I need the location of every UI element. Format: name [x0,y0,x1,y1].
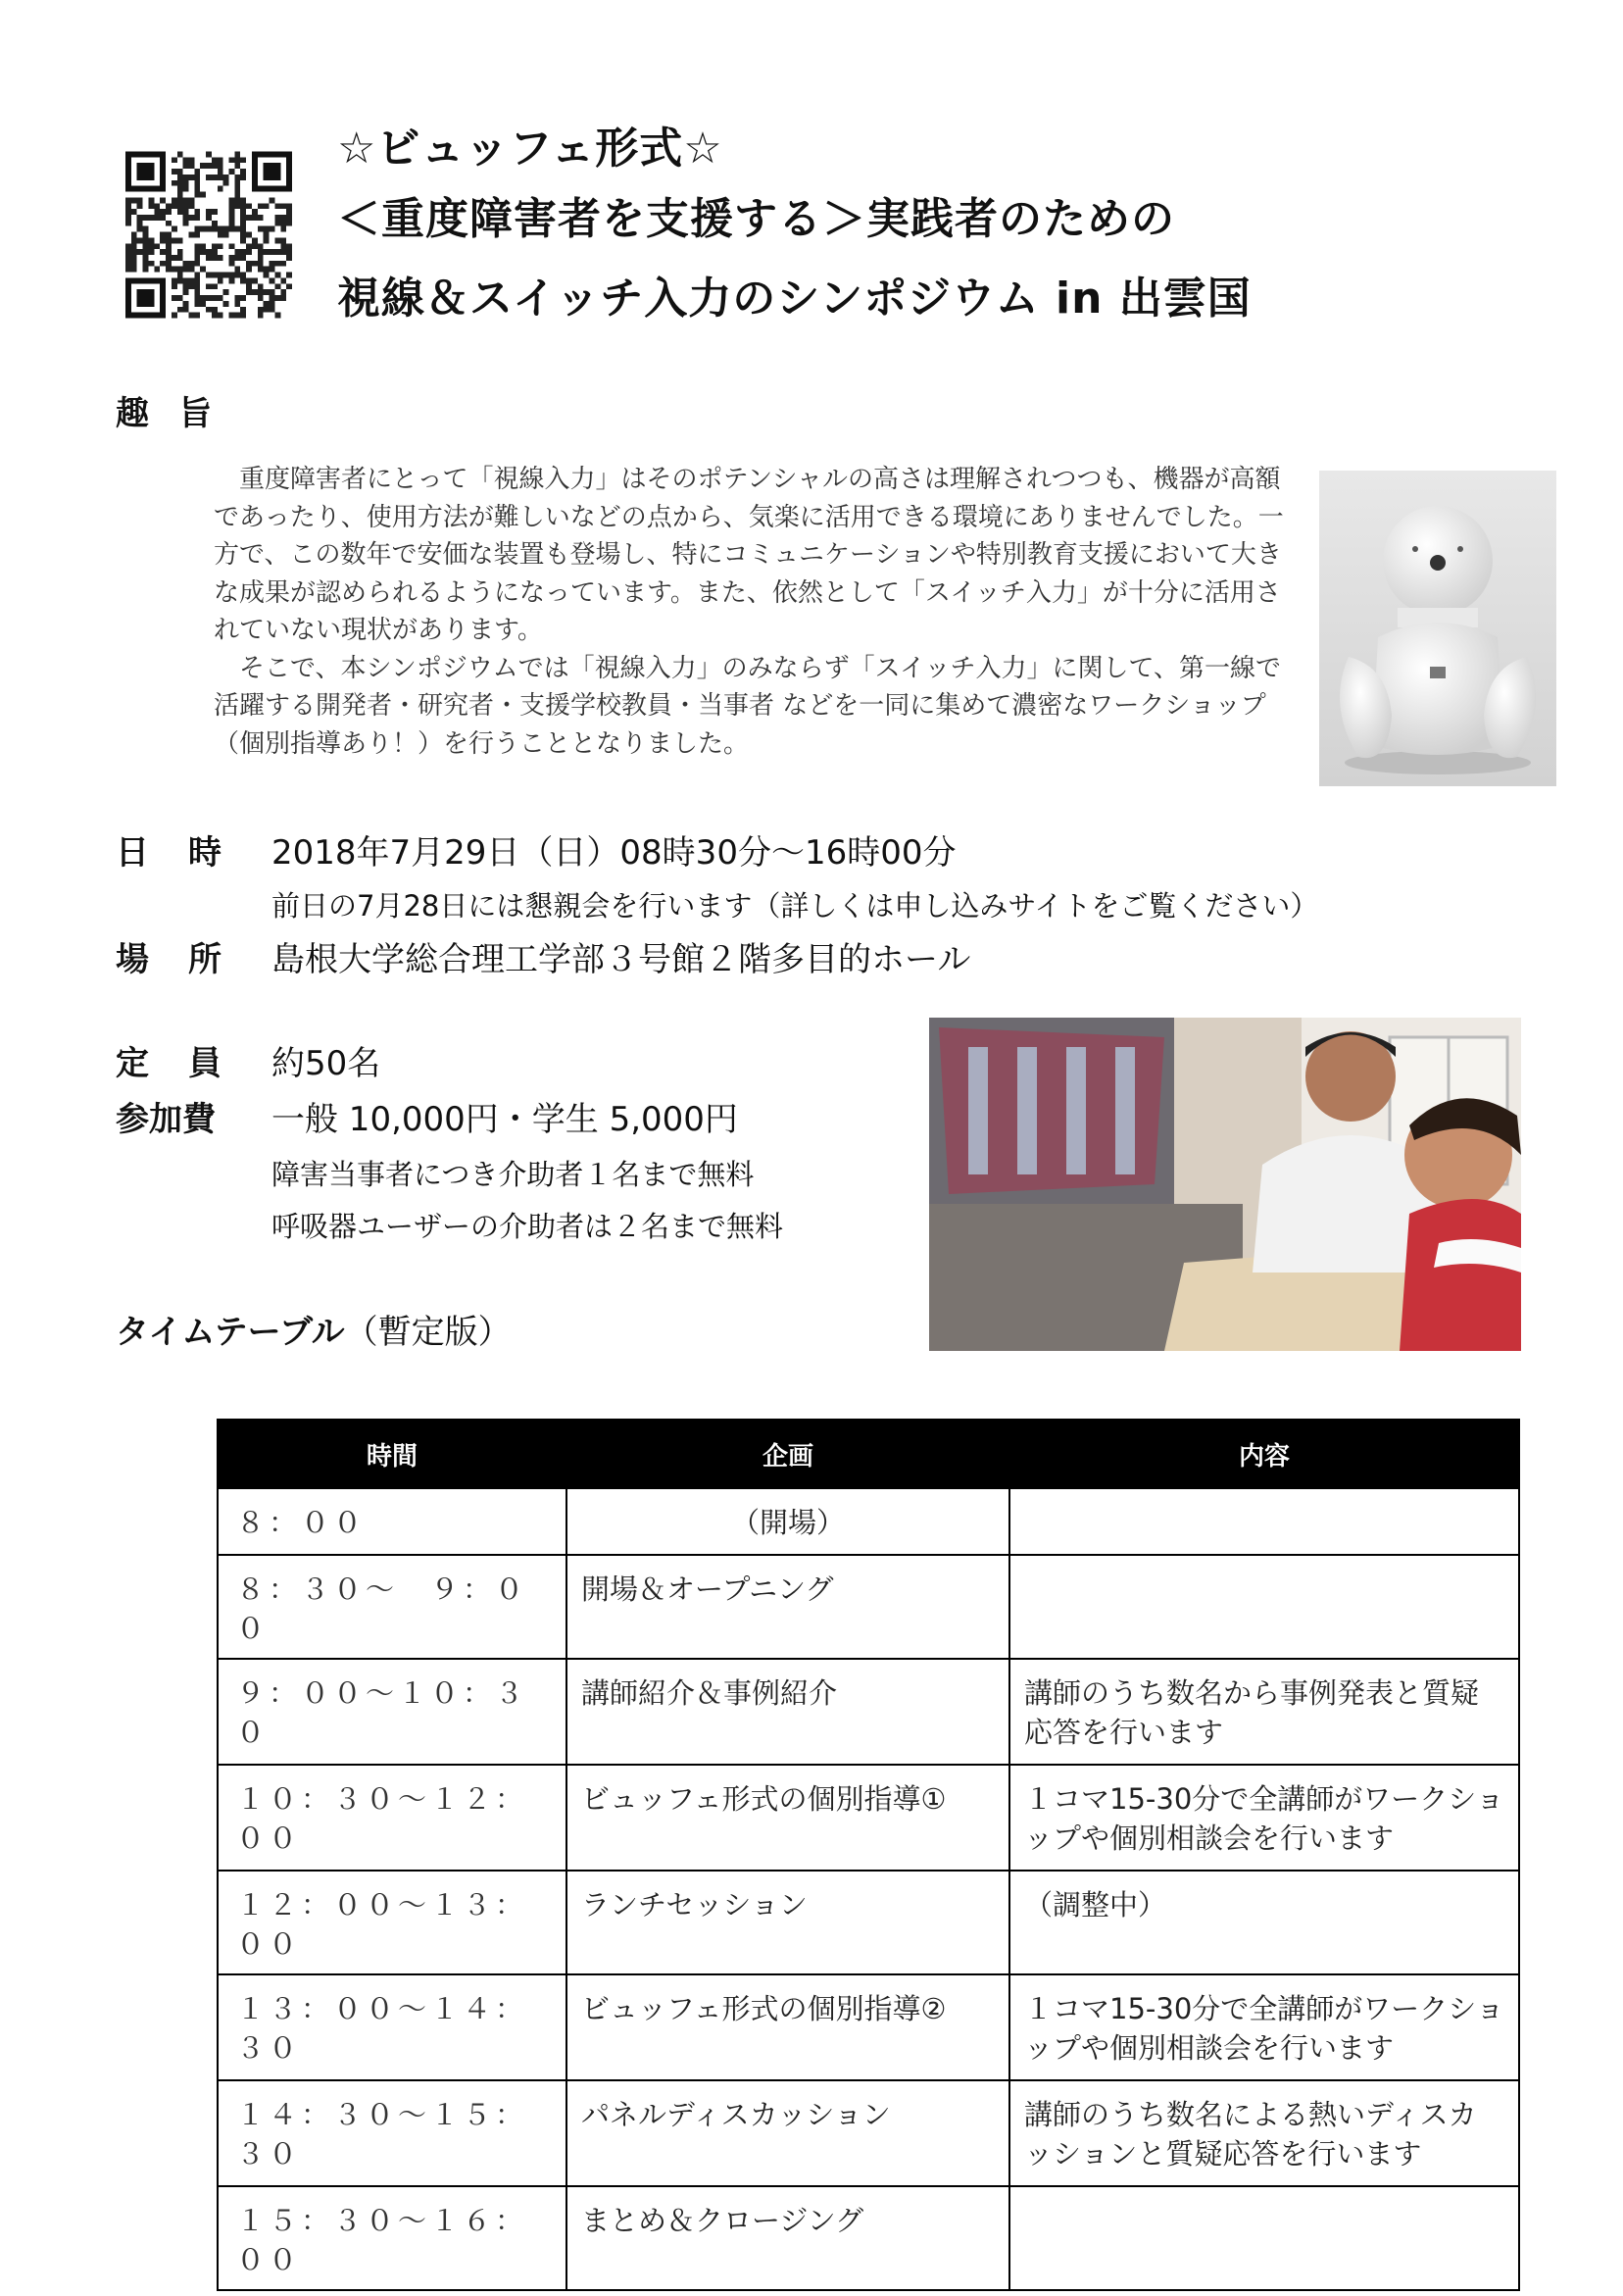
cell-program: 開場＆オープニング [566,1555,1009,1659]
cell-content [1009,1488,1519,1555]
table-row [218,2186,1519,2290]
capacity-label: 定員 [116,1044,261,1083]
cell-program: 講師紹介＆事例紹介 [566,1659,1009,1765]
date-note: 前日の7月28日には懇親会を行います（詳しくは申し込みサイトをご覧ください） [271,889,1319,923]
table-row [218,1765,1519,1871]
table-row [218,1488,1519,1555]
place-label: 場所 [116,940,261,979]
capacity-value: 約50名 [271,1044,381,1083]
cell-program: パネルディスカッション [566,2080,1009,2186]
cell-time: ８：３０～ ９：００ [218,1555,566,1659]
cell-program: （開場） [566,1488,1009,1555]
title-line-3: 視線＆スイッチ入力のシンポジウム in 出雲国 [337,274,1252,324]
cell-content: （調整中） [1009,1871,1519,1974]
fee-note-1: 障害当事者につき介助者１名まで無料 [271,1158,755,1191]
fee-note-2: 呼吸器ユーザーの介助者は２名まで無料 [271,1210,784,1243]
cell-content [1009,1555,1519,1659]
date-value: 2018年7月29日（日）08時30分～16時00分 [271,833,957,873]
cell-program: ビュッフェ形式の個別指導② [566,1974,1009,2080]
fee-value: 一般 10,000円・学生 5,000円 [271,1100,738,1139]
cell-time: １５：３０～１６：００ [218,2186,566,2290]
table-row [218,1555,1519,1659]
column-header-program: 企画 [566,1420,1009,1488]
cell-content: 講師のうち数名による熱いディスカッションと質疑応答を行います [1009,2080,1519,2186]
purpose-paragraph-1: 重度障害者にとって「視線入力」はそのポテンシャルの高さは理解されつつも、機器が高額であったり、使用方法が難しいなどの点から、気楽に活用できる環境にありませんでした。一方で、この数年で安価な装置も登場し、特にコミュニケーションや特別教育支援において大きな成果が認められるようになっています。また、依然として「スイッチ入力」が十分に活用されていない現状があります。 [214,465,1284,645]
timetable-heading [116,1311,512,1354]
timetable-heading-title: タイムテーブル [116,1313,345,1352]
qr-code[interactable] [125,149,292,321]
title-line-2: ＜重度障害者を支援する＞実践者のための [337,194,1175,244]
cell-time: １２：００～１３：００ [218,1871,566,1974]
column-header-content: 内容 [1009,1420,1519,1488]
timetable [217,1419,1520,2291]
cell-program: まとめ＆クロージング [566,2186,1009,2290]
workshop-photo [929,1018,1521,1351]
table-row [218,1974,1519,2080]
place-value: 島根大学総合理工学部３号館２階多目的ホール [271,940,971,979]
cell-time: １０：３０～１２：００ [218,1765,566,1871]
cell-content [1009,2186,1519,2290]
cell-content: １コマ15-30分で全講師がワークショップや個別相談会を行います [1009,1765,1519,1871]
timetable-heading-suffix: （暫定版） [344,1313,512,1352]
column-header-time: 時間 [218,1420,566,1488]
table-row [218,2080,1519,2186]
purpose-paragraph-2: そこで、本シンポジウムでは「視線入力」のみならず「スイッチ入力」に関して、第一線で活躍する開発者・研究者・支援学校教員・当事者 などを一同に集めて濃密なワークショップ（個別指導あり！）を行うこととなりました。 [214,653,1282,759]
title-line-1: ☆ビュッフェ形式☆ [337,124,723,174]
table-row [218,1659,1519,1765]
cell-time: １３：００～１４：３０ [218,1974,566,2080]
cell-program: ランチセッション [566,1871,1009,1974]
fee-label: 参加費 [116,1100,216,1139]
robot-photo [1319,471,1556,786]
timetable-header-row [218,1420,1519,1488]
cell-time: ９：００～１０：３０ [218,1659,566,1765]
cell-content: 講師のうち数名から事例発表と質疑応答を行います [1009,1659,1519,1765]
cell-content: １コマ15-30分で全講師がワークショップや個別相談会を行います [1009,1974,1519,2080]
purpose-label: 趣旨 [116,394,241,433]
cell-time: １４：３０～１５：３０ [218,2080,566,2186]
date-label: 日時 [116,833,261,873]
purpose-text [214,461,1302,763]
cell-program: ビュッフェ形式の個別指導① [566,1765,1009,1871]
cell-time: ８：００ [218,1488,566,1555]
table-row [218,1871,1519,1974]
